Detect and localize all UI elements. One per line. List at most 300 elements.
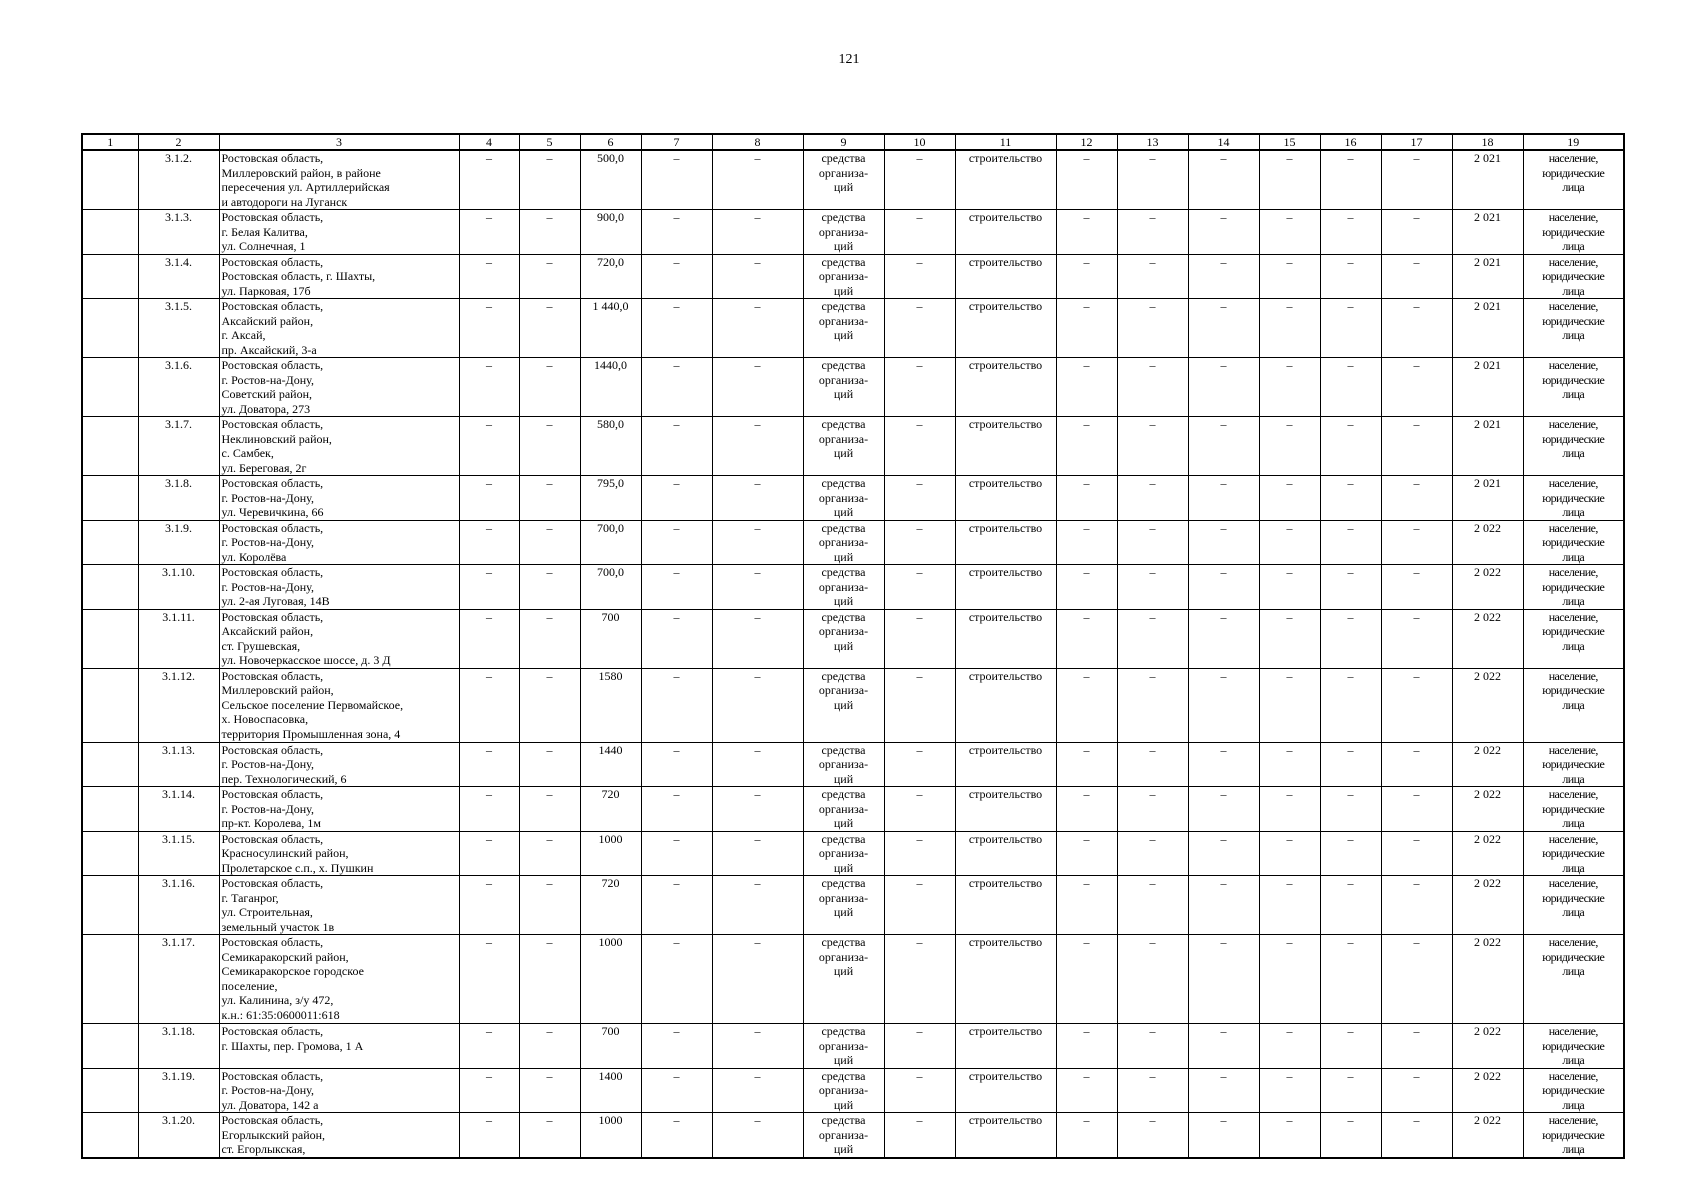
- table-cell: 3.1.2.: [138, 150, 219, 210]
- column-header: 18: [1452, 134, 1523, 150]
- table-cell: –: [1259, 358, 1320, 417]
- column-number-row: [82, 134, 1624, 150]
- table-cell: –: [519, 1113, 580, 1158]
- table-cell: [82, 520, 138, 565]
- table-cell: –: [1056, 1024, 1117, 1069]
- table-cell: 3.1.3.: [138, 210, 219, 255]
- table-cell: –: [1259, 609, 1320, 668]
- table-cell: средства организа- ций: [803, 299, 884, 358]
- table-cell: 1580: [580, 668, 641, 742]
- table-cell: –: [1381, 358, 1452, 417]
- table-cell: –: [884, 668, 955, 742]
- table-cell: 3.1.4.: [138, 254, 219, 299]
- table-cell: –: [1188, 254, 1259, 299]
- table-cell: 1000: [580, 831, 641, 876]
- table-cell: –: [641, 299, 712, 358]
- table-cell: 700: [580, 1024, 641, 1069]
- table-cell: 1440: [580, 742, 641, 787]
- table-cell: –: [641, 210, 712, 255]
- table-row: [82, 520, 1624, 565]
- table-cell: население, юридические лица: [1523, 150, 1624, 210]
- table-row: [82, 150, 1624, 210]
- table-cell: [82, 668, 138, 742]
- table-cell: –: [712, 742, 803, 787]
- column-header: 3: [219, 134, 459, 150]
- table-cell: –: [712, 1024, 803, 1069]
- table-cell: население, юридические лица: [1523, 876, 1624, 935]
- table-cell: –: [712, 299, 803, 358]
- table-cell: –: [519, 254, 580, 299]
- table-cell: –: [1259, 935, 1320, 1024]
- table-cell: 3.1.14.: [138, 787, 219, 832]
- table-cell: 3.1.15.: [138, 831, 219, 876]
- table-cell: –: [1320, 742, 1381, 787]
- table-row: [82, 358, 1624, 417]
- table-cell: –: [1056, 935, 1117, 1024]
- table-cell: 3.1.17.: [138, 935, 219, 1024]
- table-cell: –: [1056, 565, 1117, 610]
- table-cell: –: [1381, 299, 1452, 358]
- table-cell: население, юридические лица: [1523, 609, 1624, 668]
- table-cell: –: [1117, 1024, 1188, 1069]
- table-cell: –: [1117, 210, 1188, 255]
- table-row: [82, 742, 1624, 787]
- table-cell: –: [1056, 150, 1117, 210]
- table-cell: 2 022: [1452, 609, 1523, 668]
- table-cell: средства организа- ций: [803, 210, 884, 255]
- table-cell: [82, 1024, 138, 1069]
- table-cell: –: [641, 565, 712, 610]
- column-header: 5: [519, 134, 580, 150]
- table-row: [82, 254, 1624, 299]
- table-cell: 3.1.8.: [138, 476, 219, 521]
- table-cell: 2 022: [1452, 876, 1523, 935]
- table-cell: –: [1117, 787, 1188, 832]
- table-cell: –: [1259, 210, 1320, 255]
- table-cell: 2 022: [1452, 1068, 1523, 1113]
- table-cell: –: [1117, 831, 1188, 876]
- table-cell: 2 022: [1452, 668, 1523, 742]
- table-cell: –: [1320, 787, 1381, 832]
- table-cell: –: [1188, 831, 1259, 876]
- table-cell: [82, 476, 138, 521]
- table-cell: –: [459, 210, 519, 255]
- table-cell: –: [884, 299, 955, 358]
- table-cell: 1440,0: [580, 358, 641, 417]
- table-cell: –: [519, 210, 580, 255]
- table-cell: –: [712, 476, 803, 521]
- table-cell: [82, 1068, 138, 1113]
- table-cell: –: [1320, 150, 1381, 210]
- table-cell: –: [459, 358, 519, 417]
- table-cell: средства организа- ций: [803, 520, 884, 565]
- table-cell: 3.1.19.: [138, 1068, 219, 1113]
- table-cell: –: [519, 476, 580, 521]
- table-cell: –: [712, 935, 803, 1024]
- table-cell: –: [1381, 787, 1452, 832]
- table-cell: 3.1.20.: [138, 1113, 219, 1158]
- table-cell: –: [1117, 876, 1188, 935]
- column-header: 11: [955, 134, 1056, 150]
- table-cell: –: [519, 831, 580, 876]
- table-cell: –: [884, 876, 955, 935]
- column-header: 12: [1056, 134, 1117, 150]
- table-cell: –: [459, 742, 519, 787]
- table-cell: 3.1.18.: [138, 1024, 219, 1069]
- table-cell: –: [519, 520, 580, 565]
- table-cell: –: [1056, 668, 1117, 742]
- table-row: [82, 210, 1624, 255]
- table-cell: –: [1056, 609, 1117, 668]
- table-cell: –: [712, 254, 803, 299]
- table-cell: –: [641, 358, 712, 417]
- table-cell: [82, 299, 138, 358]
- table-cell: –: [712, 876, 803, 935]
- table-cell: средства организа- ций: [803, 150, 884, 210]
- table-cell: строительство: [955, 742, 1056, 787]
- table-cell: –: [1188, 358, 1259, 417]
- table-cell: –: [459, 299, 519, 358]
- table-cell: –: [459, 668, 519, 742]
- table-cell: [82, 1113, 138, 1158]
- table-cell: строительство: [955, 1068, 1056, 1113]
- table-cell: –: [519, 358, 580, 417]
- table-cell: Ростовская область, Ростовская область, г. Шахты, ул. Парковая, 17б: [219, 254, 459, 299]
- table-cell: 2 022: [1452, 742, 1523, 787]
- column-header: 17: [1381, 134, 1452, 150]
- table-cell: –: [884, 1024, 955, 1069]
- table-cell: –: [884, 742, 955, 787]
- table-cell: –: [1117, 1113, 1188, 1158]
- column-header: 16: [1320, 134, 1381, 150]
- table-cell: средства организа- ций: [803, 417, 884, 476]
- table-cell: 2 022: [1452, 831, 1523, 876]
- column-header: 4: [459, 134, 519, 150]
- table-cell: средства организа- ций: [803, 1068, 884, 1113]
- table-cell: –: [712, 358, 803, 417]
- table-cell: –: [884, 417, 955, 476]
- table-cell: –: [519, 1024, 580, 1069]
- table-cell: –: [1259, 1113, 1320, 1158]
- table-cell: –: [1259, 565, 1320, 610]
- table-cell: строительство: [955, 668, 1056, 742]
- table-cell: –: [1056, 742, 1117, 787]
- table-cell: –: [1381, 520, 1452, 565]
- column-header: 1: [82, 134, 138, 150]
- column-header: 13: [1117, 134, 1188, 150]
- table-cell: –: [712, 150, 803, 210]
- table-cell: средства организа- ций: [803, 358, 884, 417]
- table-cell: –: [1188, 935, 1259, 1024]
- table-cell: –: [1117, 299, 1188, 358]
- table-cell: –: [1117, 668, 1188, 742]
- table-cell: –: [519, 742, 580, 787]
- table-cell: –: [1188, 668, 1259, 742]
- table-cell: –: [1056, 358, 1117, 417]
- table-cell: строительство: [955, 609, 1056, 668]
- table-cell: –: [884, 254, 955, 299]
- table-cell: –: [1117, 520, 1188, 565]
- table-cell: –: [712, 609, 803, 668]
- table-cell: –: [884, 210, 955, 255]
- table-cell: –: [1117, 565, 1188, 610]
- table-cell: [82, 609, 138, 668]
- table-row: [82, 417, 1624, 476]
- table-cell: –: [1056, 1068, 1117, 1113]
- table-cell: –: [459, 254, 519, 299]
- table-cell: строительство: [955, 876, 1056, 935]
- table-cell: –: [459, 831, 519, 876]
- table-cell: –: [641, 254, 712, 299]
- table-cell: [82, 210, 138, 255]
- table-cell: –: [1381, 742, 1452, 787]
- table-cell: –: [1259, 150, 1320, 210]
- table-cell: Ростовская область, г. Шахты, пер. Громова, 1 А: [219, 1024, 459, 1069]
- table-cell: население, юридические лица: [1523, 254, 1624, 299]
- table-cell: строительство: [955, 150, 1056, 210]
- table-cell: –: [1056, 520, 1117, 565]
- table-cell: 2 021: [1452, 417, 1523, 476]
- table-cell: –: [1381, 1113, 1452, 1158]
- column-header: 15: [1259, 134, 1320, 150]
- table-cell: –: [1259, 476, 1320, 521]
- table-cell: –: [519, 1068, 580, 1113]
- table-cell: строительство: [955, 358, 1056, 417]
- table-cell: –: [1056, 1113, 1117, 1158]
- table-cell: –: [519, 565, 580, 610]
- table-cell: –: [459, 787, 519, 832]
- table-cell: –: [1381, 210, 1452, 255]
- table-cell: –: [1320, 210, 1381, 255]
- table-cell: –: [459, 476, 519, 521]
- table-cell: –: [1320, 1113, 1381, 1158]
- table-cell: –: [1320, 876, 1381, 935]
- table-cell: –: [1188, 1113, 1259, 1158]
- table-cell: население, юридические лица: [1523, 742, 1624, 787]
- table-cell: –: [1056, 476, 1117, 521]
- table-cell: –: [641, 520, 712, 565]
- table-body: [82, 150, 1624, 1158]
- table-cell: –: [1381, 876, 1452, 935]
- table-cell: –: [712, 831, 803, 876]
- table-cell: строительство: [955, 254, 1056, 299]
- table-cell: Ростовская область, Аксайский район, ст. Грушевская, ул. Новочеркасское шоссе, д. 3 Д: [219, 609, 459, 668]
- table-cell: –: [519, 668, 580, 742]
- table-cell: население, юридические лица: [1523, 787, 1624, 832]
- table-cell: 2 021: [1452, 476, 1523, 521]
- table-cell: –: [1381, 668, 1452, 742]
- table-cell: –: [519, 417, 580, 476]
- table-cell: –: [1117, 935, 1188, 1024]
- table-cell: –: [1259, 1068, 1320, 1113]
- table-cell: –: [1381, 1068, 1452, 1113]
- table-cell: –: [1188, 150, 1259, 210]
- table-cell: строительство: [955, 520, 1056, 565]
- table-cell: –: [884, 358, 955, 417]
- table-cell: 2 021: [1452, 210, 1523, 255]
- table-cell: 1400: [580, 1068, 641, 1113]
- table-cell: –: [459, 1113, 519, 1158]
- table-cell: [82, 935, 138, 1024]
- table-cell: –: [1117, 476, 1188, 521]
- table-cell: –: [1188, 742, 1259, 787]
- table-cell: –: [1188, 1068, 1259, 1113]
- table-cell: –: [641, 609, 712, 668]
- table-cell: –: [1259, 742, 1320, 787]
- table-cell: [82, 358, 138, 417]
- table-cell: –: [884, 1113, 955, 1158]
- table-cell: –: [712, 668, 803, 742]
- table-cell: –: [459, 876, 519, 935]
- table-cell: –: [1188, 476, 1259, 521]
- table-cell: –: [641, 417, 712, 476]
- table-cell: 2 021: [1452, 299, 1523, 358]
- table-cell: –: [1188, 565, 1259, 610]
- table-cell: –: [1259, 831, 1320, 876]
- table-cell: средства организа- ций: [803, 1113, 884, 1158]
- table-cell: –: [459, 935, 519, 1024]
- column-header: 2: [138, 134, 219, 150]
- table-cell: –: [519, 876, 580, 935]
- table-cell: –: [884, 831, 955, 876]
- table-cell: 1000: [580, 1113, 641, 1158]
- table-row: [82, 831, 1624, 876]
- table-row: [82, 1113, 1624, 1158]
- table-cell: –: [1188, 787, 1259, 832]
- table-cell: 3.1.12.: [138, 668, 219, 742]
- table-cell: –: [641, 150, 712, 210]
- table-cell: –: [641, 1024, 712, 1069]
- table-cell: Ростовская область, Красносулинский район, Пролетарское с.п., х. Пушкин: [219, 831, 459, 876]
- table-cell: –: [1117, 1068, 1188, 1113]
- table-cell: –: [1117, 150, 1188, 210]
- table-cell: Ростовская область, г. Ростов-на-Дону, пр-кт. Королева, 1м: [219, 787, 459, 832]
- table-cell: –: [519, 787, 580, 832]
- table-row: [82, 1024, 1624, 1069]
- table-cell: –: [1259, 668, 1320, 742]
- table-cell: строительство: [955, 476, 1056, 521]
- table-cell: 900,0: [580, 210, 641, 255]
- table-cell: –: [1320, 1024, 1381, 1069]
- table-cell: население, юридические лица: [1523, 210, 1624, 255]
- table-cell: средства организа- ций: [803, 935, 884, 1024]
- table-cell: 2 021: [1452, 358, 1523, 417]
- table-cell: Ростовская область, г. Ростов-на-Дону, ул. Черевичкина, 66: [219, 476, 459, 521]
- table-cell: Ростовская область, г. Ростов-на-Дону, Советский район, ул. Доватора, 273: [219, 358, 459, 417]
- table-cell: 2 022: [1452, 935, 1523, 1024]
- table-cell: –: [1117, 254, 1188, 299]
- column-header: 6: [580, 134, 641, 150]
- table-cell: –: [1117, 358, 1188, 417]
- table-cell: –: [1320, 668, 1381, 742]
- table-cell: –: [1381, 1024, 1452, 1069]
- table-cell: –: [712, 417, 803, 476]
- table-cell: Ростовская область, г. Ростов-на-Дону, ул. 2-ая Луговая, 14В: [219, 565, 459, 610]
- table-cell: –: [519, 299, 580, 358]
- table-cell: 2 022: [1452, 565, 1523, 610]
- table-cell: –: [1188, 417, 1259, 476]
- table-cell: –: [459, 565, 519, 610]
- table-cell: –: [1056, 210, 1117, 255]
- table-cell: 1 440,0: [580, 299, 641, 358]
- table-row: [82, 787, 1624, 832]
- table-row: [82, 476, 1624, 521]
- table-cell: –: [1188, 520, 1259, 565]
- table-cell: –: [1320, 299, 1381, 358]
- table-cell: –: [712, 1068, 803, 1113]
- table-cell: –: [641, 787, 712, 832]
- table-cell: –: [1320, 254, 1381, 299]
- table-cell: 580,0: [580, 417, 641, 476]
- table-cell: средства организа- ций: [803, 742, 884, 787]
- table-cell: средства организа- ций: [803, 668, 884, 742]
- table-cell: –: [1320, 831, 1381, 876]
- table-cell: население, юридические лица: [1523, 520, 1624, 565]
- table-cell: Ростовская область, Аксайский район, г. Аксай, пр. Аксайский, 3-а: [219, 299, 459, 358]
- table-cell: [82, 565, 138, 610]
- table-cell: –: [712, 787, 803, 832]
- table-cell: 700: [580, 609, 641, 668]
- column-header: 10: [884, 134, 955, 150]
- table-cell: –: [1188, 299, 1259, 358]
- table-cell: –: [1320, 476, 1381, 521]
- table-cell: –: [1320, 565, 1381, 610]
- table-cell: –: [1259, 1024, 1320, 1069]
- table-cell: –: [1381, 609, 1452, 668]
- table-cell: Ростовская область, Миллеровский район, Сельское поселение Первомайское, х. Новоспасовка, территория Промышленная зона, 4: [219, 668, 459, 742]
- table-cell: –: [459, 150, 519, 210]
- table-cell: население, юридические лица: [1523, 1024, 1624, 1069]
- table-cell: средства организа- ций: [803, 565, 884, 610]
- table-cell: –: [641, 668, 712, 742]
- table-cell: Ростовская область, г. Белая Калитва, ул. Солнечная, 1: [219, 210, 459, 255]
- table-cell: –: [1259, 417, 1320, 476]
- column-header: 7: [641, 134, 712, 150]
- table-cell: –: [641, 1113, 712, 1158]
- table-cell: –: [1320, 1068, 1381, 1113]
- table-cell: Ростовская область, г. Ростов-на-Дону, ул. Доватора, 142 а: [219, 1068, 459, 1113]
- table-row: [82, 668, 1624, 742]
- table-cell: [82, 742, 138, 787]
- table-cell: –: [712, 1113, 803, 1158]
- table-cell: население, юридические лица: [1523, 831, 1624, 876]
- table-cell: –: [884, 787, 955, 832]
- table-cell: –: [519, 935, 580, 1024]
- table-cell: Ростовская область, г. Ростов-на-Дону, ул. Королёва: [219, 520, 459, 565]
- table-cell: Ростовская область, Семикаракорский район, Семикаракорское городское поселение, ул. Калинина, з/у 472, к.н.: 61:35:0600011:618: [219, 935, 459, 1024]
- table-cell: средства организа- ций: [803, 254, 884, 299]
- table-row: [82, 876, 1624, 935]
- table-cell: строительство: [955, 210, 1056, 255]
- table-cell: 2 022: [1452, 1024, 1523, 1069]
- table-cell: –: [1117, 609, 1188, 668]
- table-cell: –: [884, 1068, 955, 1113]
- table-cell: 720,0: [580, 254, 641, 299]
- table-cell: 700,0: [580, 520, 641, 565]
- table-cell: –: [1188, 1024, 1259, 1069]
- table-cell: 3.1.10.: [138, 565, 219, 610]
- table-cell: население, юридические лица: [1523, 476, 1624, 521]
- table-cell: –: [519, 609, 580, 668]
- table-cell: –: [884, 565, 955, 610]
- table-cell: –: [1381, 254, 1452, 299]
- table-cell: население, юридические лица: [1523, 935, 1624, 1024]
- table-cell: –: [1259, 876, 1320, 935]
- table-cell: средства организа- ций: [803, 876, 884, 935]
- table-cell: –: [641, 1068, 712, 1113]
- table-cell: население, юридические лица: [1523, 417, 1624, 476]
- table-cell: –: [1056, 831, 1117, 876]
